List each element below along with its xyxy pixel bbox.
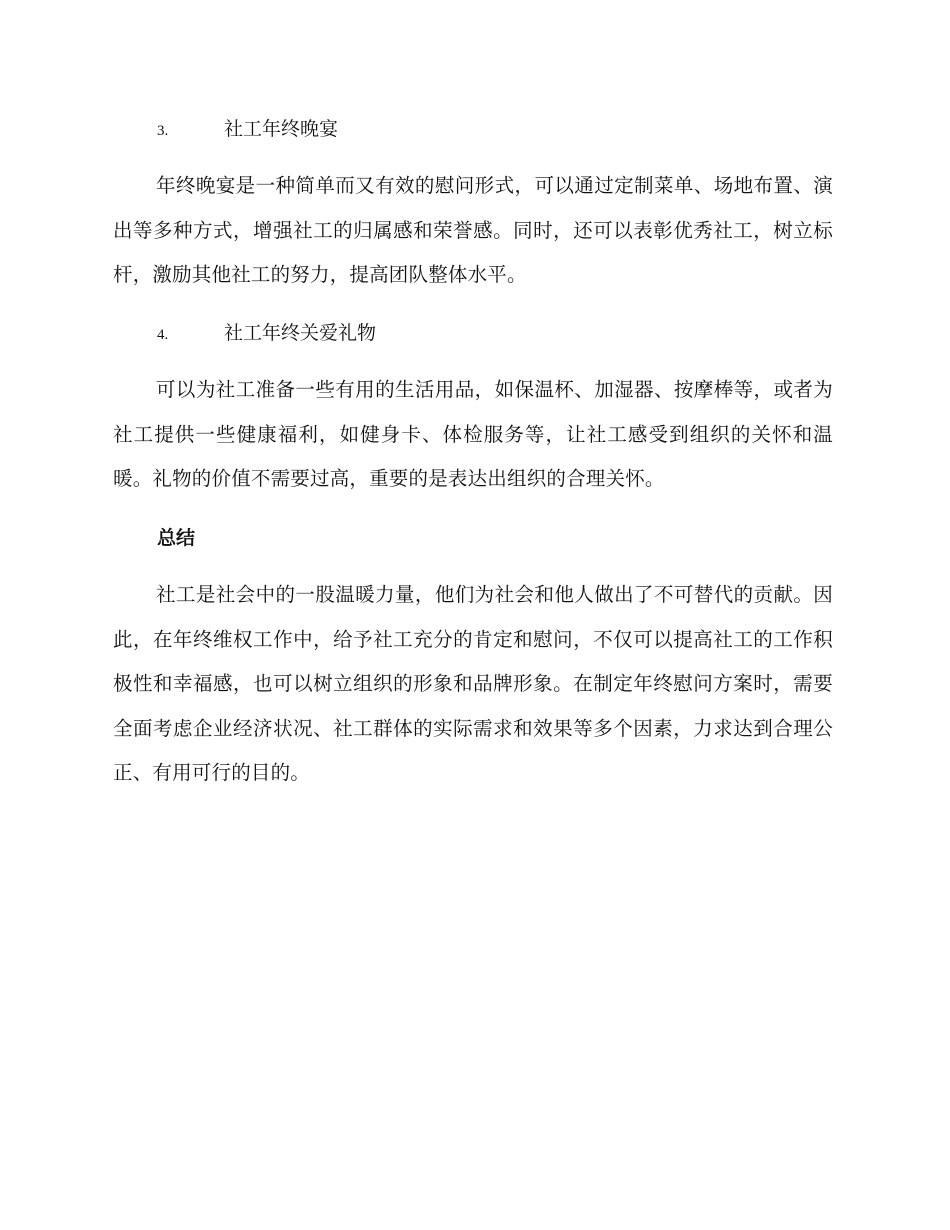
item-heading-3	[157, 117, 338, 143]
summary-heading: 总结	[157, 527, 196, 549]
item-number: 3.	[157, 123, 169, 139]
item-title: 社工年终关爱礼物	[224, 322, 377, 344]
item-heading-4	[157, 321, 376, 347]
item-title: 社工年终晚宴	[224, 118, 339, 140]
summary-paragraph: 社工是社会中的一股温暖力量，他们为社会和他人做出了不可替代的贡献。因此，在年终维权工作中，给予社工充分的肯定和慰问，不仅可以提高社工的工作积极性和幸福感，也可以树立组织的形象和品牌形象。在制定年终慰问方案时，需要全面考虑企业经济状况、社工群体的实际需求和效果等多个因素，力求达到合理公正、有用可行的目的。	[113, 583, 833, 785]
item-paragraph-4: 可以为社工准备一些有用的生活用品，如保温杯、加湿器、按摩棒等，或者为社工提供一些健康福利，如健身卡、体检服务等，让社工感受到组织的关怀和温暖。礼物的价值不需要过高，重要的是表达出组织的合理关怀。	[113, 378, 833, 491]
item-number: 4.	[157, 327, 169, 343]
item-paragraph-3: 年终晚宴是一种简单而又有效的慰问形式，可以通过定制菜单、场地布置、演出等多种方式，增强社工的归属感和荣誉感。同时，还可以表彰优秀社工，树立标杆，激励其他社工的努力，提高团队整体水平。	[113, 174, 833, 287]
